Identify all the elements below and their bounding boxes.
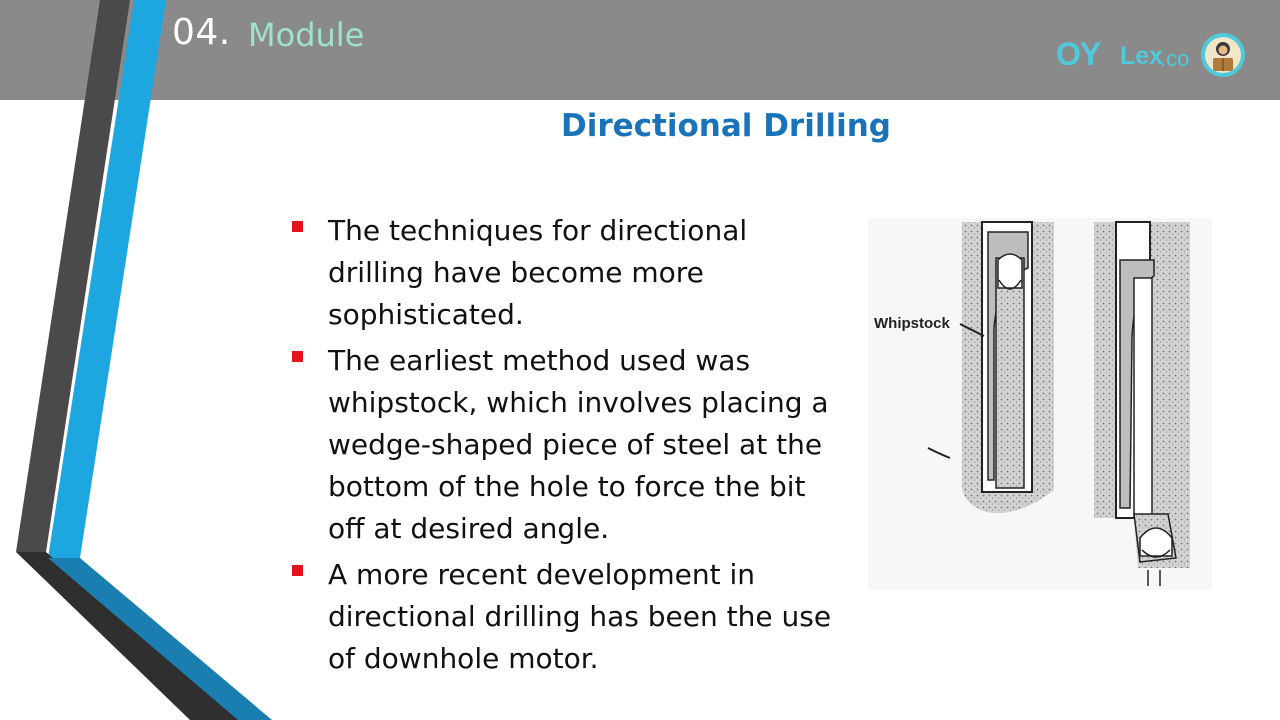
bullet-item: [290, 340, 850, 550]
bullet-item: [290, 554, 850, 680]
red-square-bullet-icon: [292, 351, 303, 362]
red-square-bullet-icon: [292, 221, 303, 232]
bullet-list: [290, 210, 850, 684]
figure-label: Whipstock: [874, 315, 950, 332]
logo-text-co: .co: [1160, 46, 1190, 71]
bullet-text: The earliest method used was whipstock, which involves placing a wedge-shaped piece of steel at the bottom of the hole to force the bit off at desired angle.: [328, 344, 829, 545]
logo-text-oy: OY: [1056, 36, 1101, 72]
bullet-text: The techniques for directional drilling have become more sophisticated.: [328, 214, 748, 331]
whipstock-figure: [868, 218, 1212, 590]
bullet-text: A more recent development in directional drilling has been the use of downhole motor.: [328, 558, 832, 675]
module-label: Module: [248, 16, 365, 54]
reading-person-avatar-icon: [1200, 32, 1246, 78]
slide-title: Directional Drilling: [561, 108, 891, 144]
bullet-item: [290, 210, 850, 336]
module-number: 04.: [172, 12, 231, 53]
blue-stripe-lower: [48, 558, 272, 720]
logo-text-lex: Lex: [1120, 42, 1164, 70]
red-square-bullet-icon: [292, 565, 303, 576]
dark-stripe-lower: [16, 552, 240, 720]
